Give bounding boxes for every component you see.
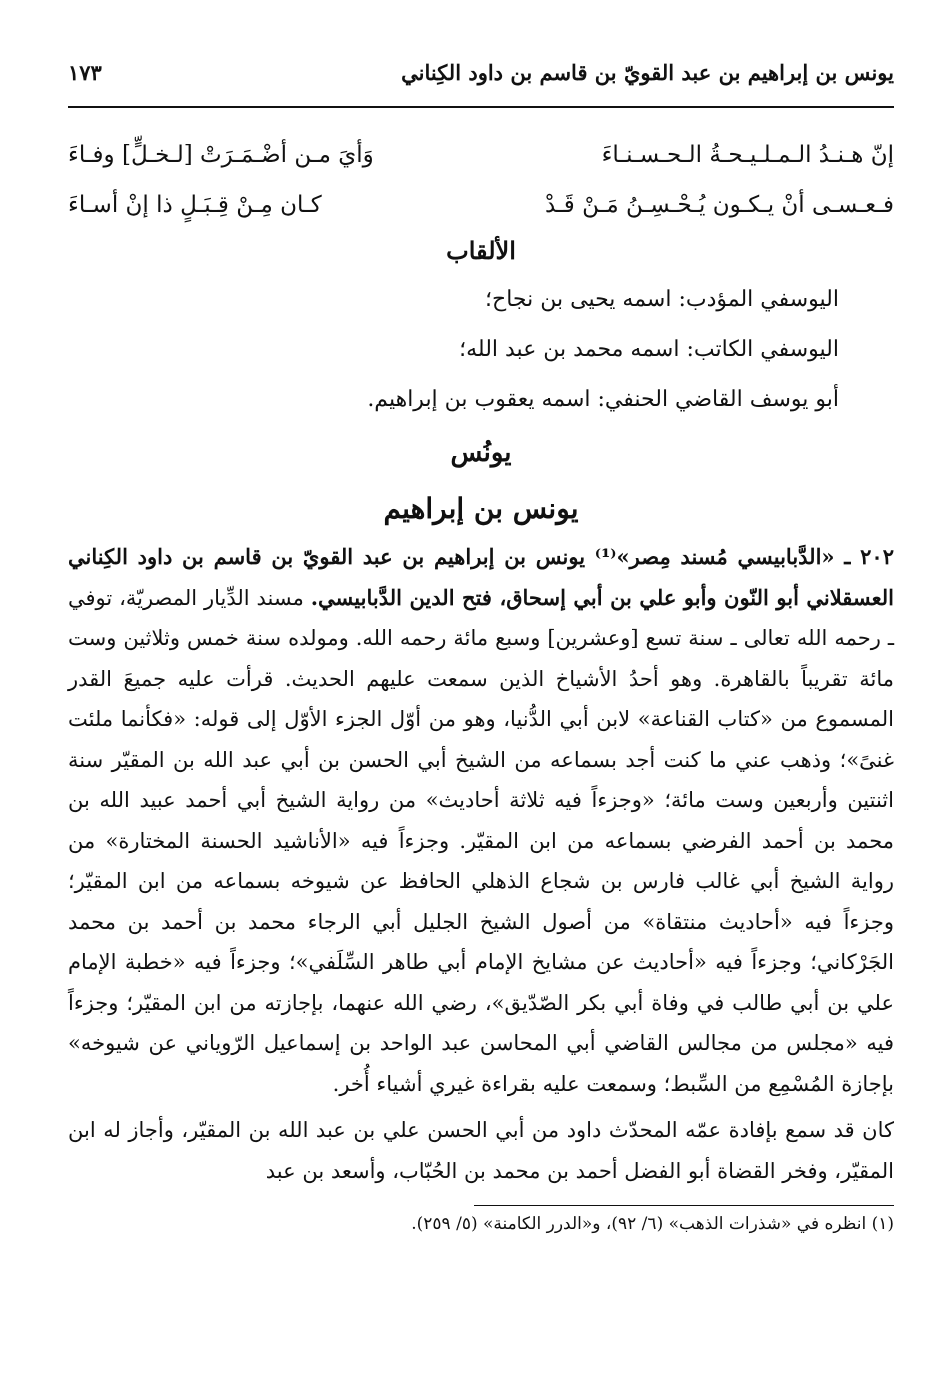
book-page: [68, 60, 894, 1234]
entry-lead: ٢٠٢ ـ «الدَّبابيسي مُسند مِصر»⁽¹⁾ يونس بن إبراهيم بن عبد القويّ بن قاسم بن داود الكِناني العسقلاني أبو النّون وأبو علي بن أبي إسحاق، فتح الدين الدَّبابيسي.: [68, 544, 894, 610]
verse-hemistich-left: كـان مِـنْ قِـبَـلٍ ذا إنْ أسـاءَ: [68, 192, 322, 218]
page-number: ١٧٣: [68, 60, 102, 85]
name-heading: يونُس: [450, 438, 512, 468]
running-head: [68, 60, 894, 100]
laqab-item: أبو يوسف القاضي الحنفي: اسمه يعقوب بن إبراهيم.: [367, 387, 839, 412]
entry-paragraph: [68, 537, 894, 1104]
entry-body: مسند الدِّيار المصريّة، توفي ـ رحمه الله تعالى ـ سنة تسع [وعشرين] وسبع مائة رحمه الله. ومولده سنة خمس وثلاثين وست مائة تقريباً بالقاهرة. وهو أحدُ الأشياخ الذين سمعت عليهم الحديث. قرأت عليه جميعَ القدر المسموع من «كتاب القناعة» لابن أبي الدُّنيا، وهو من أوّل الجزء الأوّل إلى قوله: «فكأنما ملئت غنىً»؛ وذهب عني ما كنت أجد بسماعه من الشيخ أبي الحسن بن أبي عبد الله بن المقيّر سنة اثنتين وأربعين وست مائة؛ «وجزءاً فيه ثلاثة أحاديث» من رواية الشيخ أبي أحمد عبيد الله بن محمد بن أحمد الفرضي بسماعه من ابن المقيّر. وجزءاً فيه «الأناشيد الحسنة المختارة» من رواية الشيخ أبي غالب فارس بن شجاع الذهلي الحافظ عن شيوخه بسماعه من ابن المقيّر؛ وجزءاً فيه «أحاديث منتقاة» من أصول الشيخ الجليل أبي الرجاء محمد بن أحمد بن محمد الجَرْكاني؛ وجزءاً فيه «أحاديث عن مشايخ الإمام أبي طاهر السِّلَفي»؛ وجزءاً فيه «خطبة الإمام علي بن أبي طالب في وفاة أبي بكر الصّدّيق»، رضي الله عنهما، بإجازته من ابن المقيّر؛ وجزءاً فيه «مجلس من مجالس القاضي أبي المحاسن عبد الواحد بن إسماعيل الرّوياني عن شيوخه» بإجازة المُسْمِع من السِّبط؛ وسمعت عليه بقراءة غيري أشياء أُخر.: [68, 585, 894, 1096]
header-rule: [68, 106, 894, 108]
running-title: يونس بن إبراهيم بن عبد القويّ بن قاسم بن داود الكِناني: [401, 60, 894, 85]
footnote-rule: [474, 1205, 894, 1206]
laqab-item: اليوسفي الكاتب: اسمه محمد بن عبد الله؛: [459, 337, 839, 362]
verse-hemistich-right: إنّ هـنـدُ الـمـلـيـحـةُ الـحـسـنـاءَ: [601, 142, 894, 168]
verse-line: [68, 180, 894, 230]
alqab-heading: الألقاب: [446, 236, 516, 265]
entry-heading: يونس بن إبراهيم: [383, 492, 579, 525]
verse-line: [68, 130, 894, 180]
footnote: (١) انظره في «شذرات الذهب» (٦/ ٩٢)، و«الدرر الكامنة» (٥/ ٢٥٩).: [411, 1214, 894, 1234]
verse-hemistich-left: وَأيَ مـن أضْـمَـرَتْ [لـخـلٍّ] وفـاءَ: [68, 142, 374, 168]
verse-hemistich-right: فـعـسـى أنْ يـكـون يُـحْـسِـنُ مَـنْ قَـدْ: [544, 192, 894, 218]
entry-paragraph-2: كان قد سمع بإفادة عمّه المحدّث داود من أبي الحسن علي بن عبد الله بن المقيّر، وأجاز له ابن المقيّر، وفخر القضاة أبو الفضل أحمد بن محمد بن الحُبّاب، وأسعد بن عبد: [68, 1118, 894, 1183]
laqab-item: اليوسفي المؤدب: اسمه يحيى بن نجاح؛: [485, 287, 839, 312]
